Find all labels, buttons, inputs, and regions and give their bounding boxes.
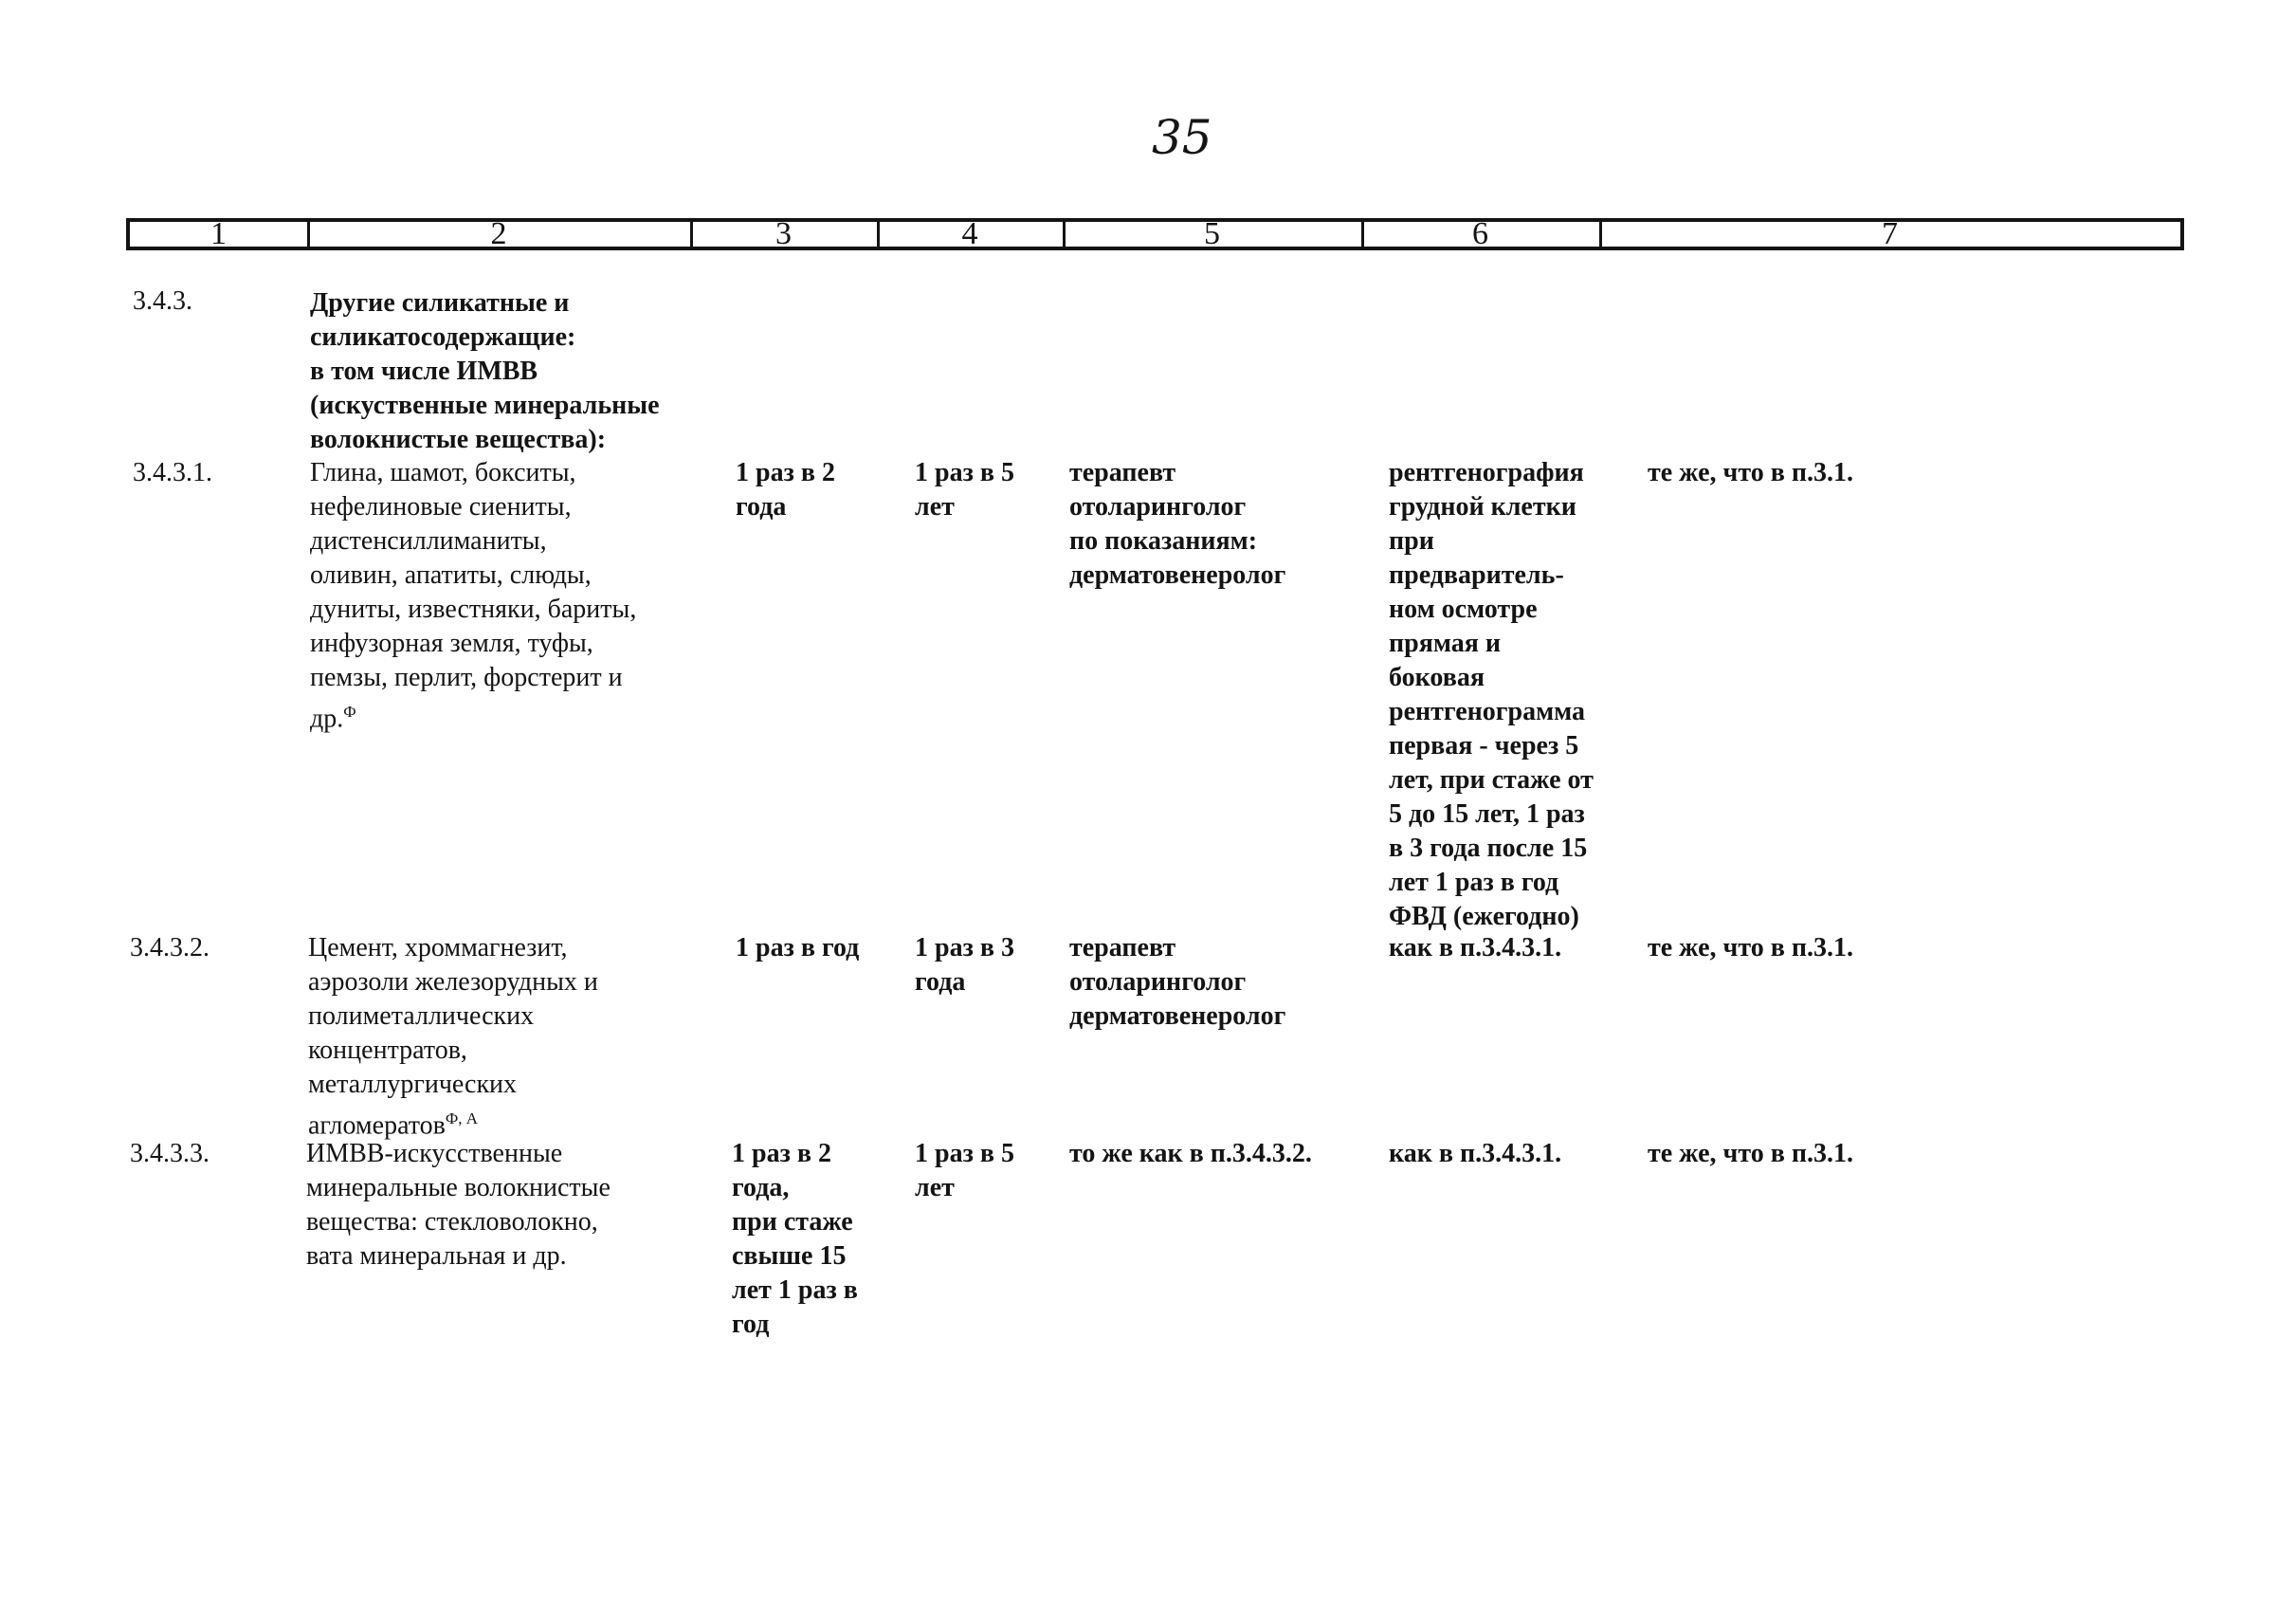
investigations: как в п.3.4.3.1. xyxy=(1389,1139,1562,1168)
header-col-6: 6 xyxy=(1361,222,1602,247)
header-col-4: 4 xyxy=(877,222,1066,247)
page-number: 35 xyxy=(1152,110,1212,165)
doctors: терапевт отоларинголог по показаниям: дерматовенеролог xyxy=(1069,458,1286,590)
specialist-frequency: 1 раз в 3 года xyxy=(915,933,1014,997)
row-number: 3.4.3.1. xyxy=(133,458,212,487)
substance-text: ИМВВ-искусственные минеральные волокнистые вещества: стекловолокно, вата минеральная и др. xyxy=(306,1139,610,1271)
exam-frequency: 1 раз в год xyxy=(736,933,860,962)
doctors: то же как в п.3.4.3.2. xyxy=(1069,1139,1312,1168)
header-col-7: 7 xyxy=(1882,216,1898,251)
contraindications: те же, что в п.3.1. xyxy=(1648,458,1853,487)
header-col-5: 5 xyxy=(1063,222,1364,247)
substance-mark: Ф xyxy=(343,703,356,721)
header-col-2: 2 xyxy=(307,222,693,247)
exam-frequency: 1 раз в 2 года, при стаже свыше 15 лет 1 раз в год xyxy=(732,1139,858,1339)
column-number-header xyxy=(126,218,2184,250)
row-number: 3.4.3.3. xyxy=(130,1139,210,1168)
exam-frequency: 1 раз в 2 года xyxy=(736,458,835,522)
section-number: 3.4.3. xyxy=(133,286,192,316)
specialist-frequency: 1 раз в 5 лет xyxy=(915,458,1014,522)
row-number: 3.4.3.2. xyxy=(130,933,210,962)
substance-text: Цемент, хроммагнезит, аэрозоли железорудных и полиметаллических концентратов, металлургических агломератов$^{Ф, А}$ xyxy=(308,933,598,1141)
investigations: рентгенография грудной клетки при предваритель- ном осмотре прямая и боковая рентгенограмма первая - через 5 лет, при стаже от 5 до 15 лет, 1 раз в 3 года после 15 лет 1 раз в год ФВД (ежегодно) xyxy=(1389,458,1594,931)
specialist-frequency: 1 раз в 5 лет xyxy=(915,1139,1014,1202)
investigations: как в п.3.4.3.1. xyxy=(1389,933,1562,962)
header-col-3: 3 xyxy=(690,222,880,247)
contraindications: те же, что в п.3.1. xyxy=(1648,1139,1853,1168)
substance-mark: Ф, А xyxy=(445,1109,479,1127)
section-title: Другие силикатные и силикатосодержащие: в том числе ИМВВ (искуственные минеральные волокнистые вещества): xyxy=(310,288,660,454)
substance-text: Глина, шамот, бокситы, нефелиновые сиениты, дистенсиллиманиты, оливин, апатиты, слюды, дуниты, известняки, бариты, инфузорная земля, туфы, пемзы, перлит, форстерит и др.$^Ф$ xyxy=(310,458,637,734)
header-col-1: 1 xyxy=(130,222,310,247)
contraindications: те же, что в п.3.1. xyxy=(1648,933,1853,962)
doctors: терапевт отоларинголог дерматовенеролог xyxy=(1069,933,1286,1031)
